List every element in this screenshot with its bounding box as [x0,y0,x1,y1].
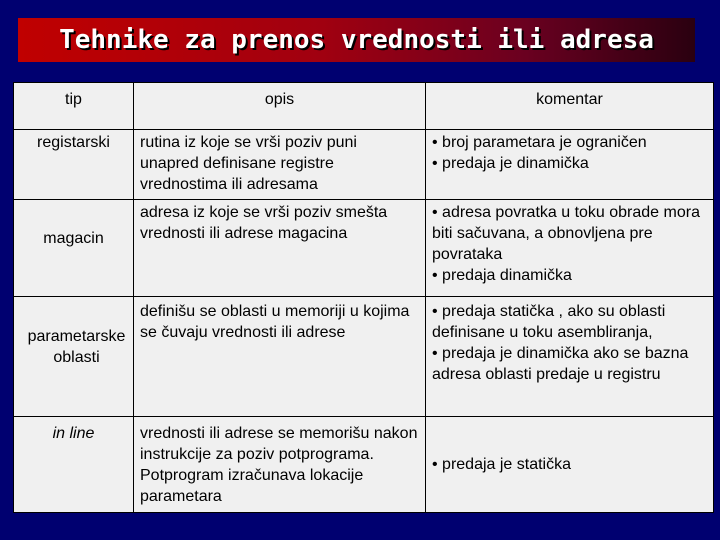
komentar-item: • predaja statička , ako su oblasti definisane u toku asembliranja, [432,303,666,341]
techniques-table [13,82,713,512]
header-tip: tip [14,83,134,130]
komentar-item: • predaja dinamička [432,267,572,284]
row-tip: parametarske oblasti [14,297,134,417]
row-komentar [426,417,714,513]
page-title: Tehnike za prenos vrednosti ili adresa [59,25,654,55]
table-row [14,417,714,513]
table-row [14,200,714,297]
row-tip: registarski [14,130,134,200]
row-opis: adresa iz koje se vrši poziv smešta vrednosti ili adrese magacina [134,200,426,297]
komentar-item: • predaja je statička [432,456,572,473]
table-row [14,297,714,417]
row-komentar [426,297,714,417]
title-banner [18,18,695,62]
header-komentar: komentar [426,83,714,130]
table-row [14,130,714,200]
row-komentar [426,130,714,200]
header-opis: opis [134,83,426,130]
komentar-item: • adresa povratka u toku obrade mora biti sačuvana, a obnovljena pre povrataka [432,204,700,263]
row-opis: vrednosti ili adrese se memorišu nakon instrukcije za poziv potprograma. Potprogram izračunava lokacije parametara [134,417,426,513]
komentar-item: • broj parametara je ograničen [432,134,647,151]
komentar-item: • predaja je dinamička ako se bazna adresa oblasti predaje u registru [432,345,689,383]
row-opis: definišu se oblasti u memoriji u kojima se čuvaju vrednosti ili adrese [134,297,426,417]
table-header-row [14,83,714,130]
row-tip: magacin [14,200,134,297]
komentar-item: • predaja je dinamička [432,155,589,172]
row-komentar [426,200,714,297]
row-opis: rutina iz koje se vrši poziv puni unapred definisane registre vrednostima ili adresama [134,130,426,200]
row-tip: in line [14,417,134,513]
